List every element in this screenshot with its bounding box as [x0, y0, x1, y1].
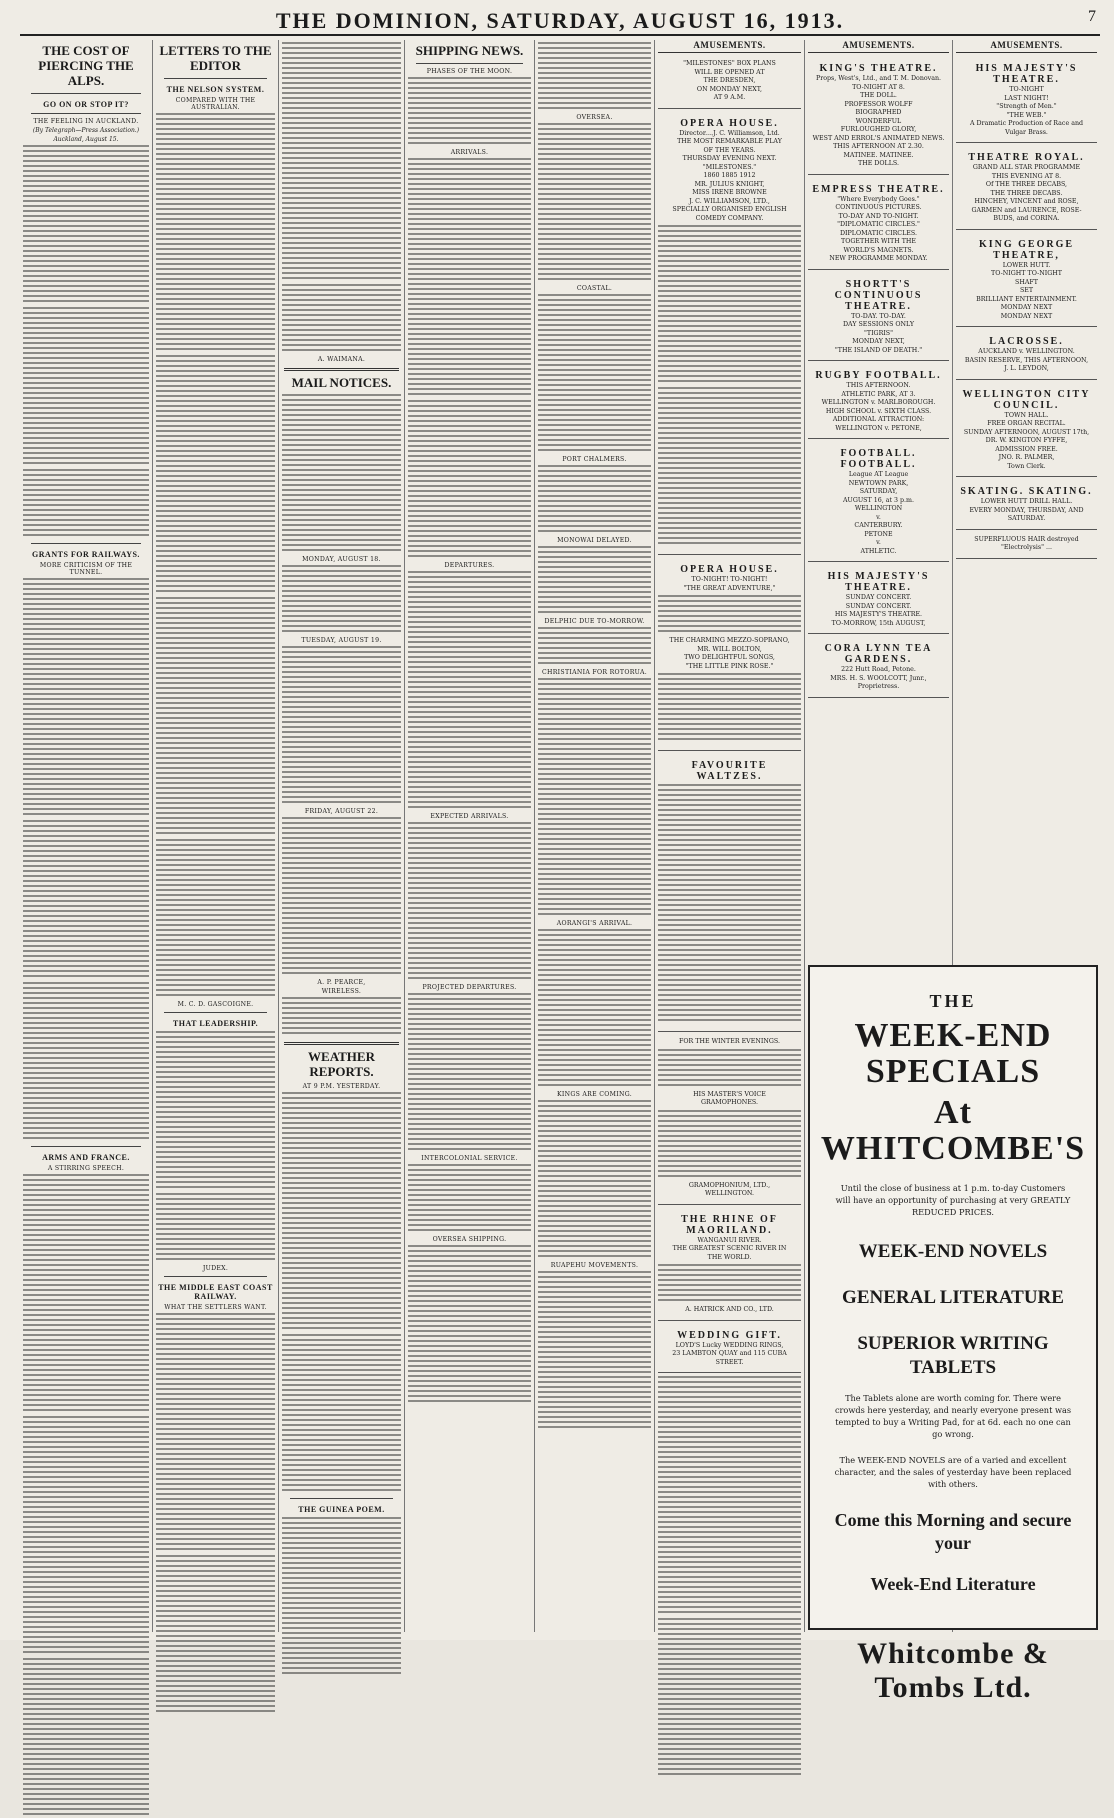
ad-line: THE DRESDEN, [703, 77, 756, 84]
mail-text [282, 646, 401, 806]
ad-line: v. [876, 539, 881, 546]
shipping-text [408, 77, 531, 147]
ad-line: TWO DELIGHTFUL SONGS, [684, 654, 775, 661]
article-text [23, 820, 149, 980]
ad-line: MONDAY NEXT [1000, 312, 1053, 320]
ad-opera-house-milestones [658, 112, 801, 556]
ad-line: "Where Everybody Goes." [837, 195, 920, 203]
letter-signature: A. WAIMANA. [317, 356, 366, 363]
ad-title: CORA LYNN TEA GARDENS. [824, 643, 933, 665]
ad-line: "THE GREAT ADVENTURE," [683, 584, 776, 592]
ad-line: DIPLOMATIC CIRCLES. [839, 229, 917, 237]
letter-signature: JUDEX. [202, 1264, 229, 1272]
ad-skating [956, 480, 1097, 530]
subhead-stirring-speech: A STIRRING SPEECH. [47, 1164, 125, 1172]
ad-line: THE MOST REMARKABLE PLAY [677, 138, 782, 145]
ad-football-league [808, 442, 949, 562]
ad-title: THEATRE ROYAL. [968, 152, 1085, 163]
shipping-text [408, 993, 531, 1153]
subhead-wireless: WIRELESS. [321, 987, 362, 995]
shipping-text [408, 1164, 531, 1234]
subhead-phases-moon: PHASES OF THE MOON. [426, 67, 513, 75]
weather-text [282, 1092, 401, 1332]
mail-date: MONDAY, AUGUST 18. [302, 555, 381, 563]
headline-cost-of-piercing: THE COST OF PIERCING THE ALPS. [38, 43, 134, 88]
shipping-text [538, 678, 651, 918]
ad-line: THURSDAY EVENING NEXT. [682, 155, 777, 162]
mail-date: TUESDAY, AUGUST 19. [301, 636, 382, 644]
mail-text [282, 394, 401, 554]
amusements-header: AMUSEMENTS. [658, 40, 801, 53]
column-1 [20, 40, 152, 1632]
ad-line: MISS IRENE BROWNE [692, 189, 767, 196]
ad-text [658, 387, 801, 547]
ad-line: CONTINUOUS PICTURES. [835, 204, 922, 211]
ad-line: LOWER HUTT DRILL HALL. [980, 498, 1073, 505]
column-2 [152, 40, 278, 1632]
ad-line: J. C. WILLIAMSON, LTD., [689, 197, 770, 205]
ad-title: SHORTT'S CONTINUOUS THEATRE. [834, 278, 923, 312]
ad-text [658, 673, 801, 743]
mail-text [282, 565, 401, 635]
ad-line: MR. JULIUS KNIGHT, [694, 180, 765, 188]
subhead-expected-arrivals: EXPECTED ARRIVALS. [430, 812, 509, 820]
headline-letters-to-the-editor: LETTERS TO THE EDITOR [159, 43, 272, 73]
ad-line: LOWER HUTT. [1002, 261, 1051, 269]
ad-item-novels: WEEK-END NOVELS [858, 1241, 1048, 1263]
page-number: 7 [1088, 8, 1096, 25]
subhead-compared: COMPARED WITH THE AUSTRALIAN. [175, 96, 256, 111]
column-6-amusements [654, 40, 804, 1632]
ad-line: SATURDAY, [859, 488, 898, 495]
dateline: Auckland, August 15. [53, 135, 119, 143]
ad-text [658, 784, 801, 1024]
ad-city-council [956, 383, 1097, 478]
ad-title: FOOTBALL. FOOTBALL. [840, 448, 917, 470]
ad-line: COMEDY COMPANY. [695, 214, 764, 222]
weather-text [282, 1334, 401, 1494]
ad-the: THE [929, 991, 977, 1011]
ad-title: KING'S THEATRE. [819, 63, 938, 74]
ad-line: TO-NIGHT TO-NIGHT [991, 270, 1062, 277]
subhead-intercolonial: INTERCOLONIAL SERVICE. [421, 1154, 518, 1162]
ad-title: WELLINGTON CITY COUNCIL. [962, 388, 1091, 411]
subhead-9pm-yesterday: AT 9 P.M. YESTERDAY. [302, 1082, 381, 1090]
headline-weather-reports: WEATHER REPORTS. [308, 1048, 375, 1079]
ad-line: SUNDAY CONCERT. [845, 594, 912, 601]
ad-line: v. [876, 513, 881, 521]
ad-title: OPERA HOUSE. [680, 117, 779, 129]
ad-line: MRS. H. S. WOOLCOTT, Junr., [830, 674, 927, 682]
ad-wedding-gift [658, 1324, 801, 1374]
article-text [23, 1658, 149, 1818]
ad-line: "MILESTONES" BOX PLANS [683, 60, 776, 67]
amusements-header: AMUSEMENTS. [808, 40, 949, 53]
ad-line: A Dramatic Production of Race and [969, 120, 1084, 127]
subhead-kings: KINGS ARE COMING. [556, 1091, 633, 1098]
headline-go-on: GO ON OR STOP IT? [43, 99, 129, 109]
ad-line: SPECIALLY ORGANISED ENGLISH [672, 206, 787, 213]
ad-novels-paragraph: The WEEK-END NOVELS are of a varied and excellent character, and the sales of yesterday have been replaced with others. [834, 1454, 1072, 1489]
ad-line: FREE ORGAN RECITAL. [987, 420, 1066, 427]
letter-text [156, 1313, 275, 1553]
ad-line: THIS AFTERNOON. [846, 382, 911, 389]
subhead-middle-east-coast: THE MIDDLE EAST COAST RAILWAY. [158, 1282, 273, 1301]
ad-line: WELLINGTON v. PETONE, [835, 424, 922, 432]
ad-gramophones [658, 1035, 801, 1205]
letter-text [282, 284, 401, 354]
whitcombe-advertisement [808, 965, 1098, 1704]
ad-text [658, 1618, 801, 1778]
ad-title: HIS MAJESTY'S THEATRE. [975, 63, 1078, 85]
ad-line: SUNDAY CONCERT. [845, 602, 912, 610]
ad-line: Vulgar Brass. [1005, 128, 1048, 136]
ad-line: BUDS, and CORINA. [993, 215, 1060, 222]
ad-headline-line2: At WHITCOMBE'S [820, 1094, 1086, 1168]
article-text [23, 145, 149, 305]
article-text [23, 469, 149, 539]
subhead-departures: DEPARTURES. [444, 561, 495, 569]
mail-text [282, 997, 401, 1037]
ad-title: HIS MAJESTY'S THEATRE. [827, 571, 930, 593]
ad-text [658, 1110, 801, 1180]
ad-line: THE GREATEST SCENIC RIVER IN [672, 1245, 787, 1252]
ad-line: ATHLETIC PARK, AT 3. [841, 390, 916, 398]
letter-text [156, 1031, 275, 1191]
subhead-what-settlers-want: WHAT THE SETTLERS WANT. [164, 1303, 267, 1311]
ad-favourite-waltzes [658, 754, 801, 1032]
ad-line: SATURDAY. [1007, 515, 1046, 522]
ad-line: TOWN HALL. [1004, 411, 1049, 419]
headline-guinea-poem: THE GUINEA POEM. [298, 1504, 385, 1514]
ad-title: KING GEORGE THEATRE, [978, 238, 1075, 261]
ad-headline-line1: WEEK-END SPECIALS [854, 1017, 1052, 1090]
mail-signature: A. P. PEARCE, [317, 978, 366, 986]
ad-line: WELLINGTON. [705, 1190, 754, 1197]
ad-title: FAVOURITE WALTZES. [691, 760, 768, 782]
article-text [23, 307, 149, 467]
ad-line: 222 Hutt Road, Petone. [841, 666, 916, 673]
ad-line: EVERY MONDAY, THURSDAY, AND [969, 506, 1084, 514]
ad-line: NEWTOWN PARK, [848, 479, 909, 487]
letter-text [156, 597, 275, 837]
page-title: THE DOMINION, SATURDAY, AUGUST 16, 1913. [275, 8, 845, 33]
ad-line: STREET. [715, 1358, 744, 1366]
letter-signature: M. C. D. GASCOIGNE. [177, 1000, 254, 1008]
letter-text [156, 1193, 275, 1263]
ad-line: AUCKLAND v. WELLINGTON. [978, 348, 1075, 355]
ad-line: WELLINGTON v. MARLBOROUGH. [821, 399, 936, 406]
column-4 [404, 40, 534, 1632]
ad-line: "Electrolysis" ... [1000, 544, 1053, 551]
letter-text [156, 1555, 275, 1715]
ad-line: "THE ISLAND OF DEATH." [834, 346, 923, 354]
ad-line: BASIN RESERVE, THIS AFTERNOON, [964, 356, 1089, 364]
ad-title: SUPERFLUOUS HAIR destroyed [974, 535, 1079, 543]
ad-line: GRAMOPHONES. [700, 1099, 759, 1106]
shipping-text [538, 929, 651, 1089]
article-text [23, 1416, 149, 1656]
ad-title: RUGBY FOOTBALL. [815, 370, 942, 381]
ad-superfluous-hair [956, 533, 1097, 559]
subhead-more-criticism: MORE CRITICISM OF THE TUNNEL. [39, 561, 133, 576]
letter-text [282, 42, 401, 282]
ad-his-majestys [956, 57, 1097, 143]
ad-line: THE DOLLS. [858, 160, 899, 167]
ad-line: NEW PROGRAMME MONDAY. [829, 255, 928, 262]
ad-line: MATINEE. MATINEE. [843, 151, 914, 159]
ad-line: LAST NIGHT! [1004, 94, 1049, 102]
ad-line: "TIGRIS" [863, 329, 894, 337]
ad-line: HIGH SCHOOL v. SIXTH CLASS. [825, 407, 932, 415]
shipping-text [538, 1100, 651, 1260]
ad-call-to-action-1: Come this Morning and secure your [834, 1509, 1072, 1554]
ad-line: TO-MORROW, 15th AUGUST, [831, 619, 926, 627]
ad-line: WANGANUI RIVER. [697, 1236, 762, 1244]
ad-line: THE WORLD. [707, 1253, 752, 1261]
subhead-projected-departures: PROJECTED DEPARTURES. [422, 983, 517, 991]
ad-line: A. HATRICK AND CO., LTD. [685, 1306, 774, 1313]
ad-line: J. L. LEYDON, [1004, 365, 1049, 372]
ad-line: League AT League [848, 471, 909, 478]
ad-line: SET [1019, 287, 1034, 294]
subhead-nelson-system: THE NELSON SYSTEM. [166, 84, 265, 94]
ad-theatre-royal [956, 146, 1097, 230]
ad-line: DR. W. KINGTON FYFFE, [985, 437, 1068, 444]
ad-line: MR. WILL BOLTON, [697, 645, 762, 653]
shipping-text [408, 158, 531, 398]
ad-line: TOGETHER WITH THE [841, 238, 916, 245]
amusements-header: AMUSEMENTS. [956, 40, 1097, 53]
ad-line: "DIPLOMATIC CIRCLES." [837, 221, 920, 228]
ad-line: HIS MASTER'S VOICE [693, 1090, 766, 1098]
ad-line: MONDAY NEXT, [852, 338, 905, 345]
shipping-text [408, 400, 531, 560]
ad-line: CANTERBURY. [854, 522, 903, 529]
ad-line: WORLD'S MAGNETS. [843, 246, 914, 254]
ad-line: Town Clerk. [1007, 462, 1046, 470]
subhead-arrivals: ARRIVALS. [450, 148, 489, 156]
article-text [282, 1517, 401, 1677]
mail-text [282, 817, 401, 977]
ad-shortts-theatre [808, 273, 949, 362]
ad-intro-paragraph: Until the close of business at 1 p.m. to-day Customers will have an opportunity of purchasing at very GREATLY REDUCED PRICES. [835, 1182, 1071, 1217]
shipping-text [538, 1271, 651, 1431]
headline-shipping-news: SHIPPING NEWS. [415, 43, 524, 58]
ad-title: WEDDING GIFT. [677, 1329, 782, 1341]
article-text [23, 1174, 149, 1414]
ad-line: PROFESSOR WOLFF [844, 100, 913, 108]
subhead-port-chalmers: PORT CHALMERS. [562, 456, 627, 463]
ad-title: OPERA HOUSE. [680, 564, 779, 575]
subhead-ruapehu: RUAPEHU MOVEMENTS. [550, 1262, 639, 1269]
ad-lacrosse [956, 330, 1097, 380]
ad-line: THE CHARMING MEZZO-SOPRANO, [669, 637, 790, 644]
ad-line: Proprietress. [857, 683, 900, 690]
subhead-christiania: CHRISTIANIA FOR ROTORUA. [541, 669, 648, 676]
letter-text [156, 113, 275, 353]
headline-grants-for-railways: GRANTS FOR RAILWAYS. [32, 549, 140, 559]
article-text [23, 578, 149, 818]
subhead-oversea: OVERSEA. [576, 114, 613, 121]
ad-line: SHAFT [1015, 278, 1038, 286]
ad-kings-theatre [808, 57, 949, 175]
ad-line: ATHLETIC. [860, 547, 897, 555]
ad-line: TO-DAY. TO-DAY. [851, 312, 906, 320]
headline-mail-notices: MAIL NOTICES. [291, 375, 392, 390]
ad-item-literature: GENERAL LITERATURE [842, 1287, 1064, 1309]
column-5 [534, 40, 654, 1632]
ad-line: BRILLIANT ENTERTAINMENT. [976, 295, 1077, 303]
ad-line: Director....J. C. Williamson, Ltd. [679, 129, 780, 137]
subhead-feeling: THE FEELING IN AUCKLAND. [33, 117, 139, 125]
ad-tablets-paragraph: The Tablets alone are worth coming for. There were crowds here yesterday, and nearly everyone present was tempted to buy a Writing Pad, for at 6d. each no one can go wrong. [834, 1393, 1072, 1440]
ad-line: OF THE YEARS. [703, 146, 756, 154]
ad-title: EMPRESS THEATRE. [812, 183, 945, 195]
shipping-text [408, 1245, 531, 1405]
letter-text [156, 839, 275, 999]
ad-opera-house-great-adventure [658, 558, 801, 751]
ad-item-tablets: SUPERIOR WRITING TABLETS [857, 1332, 1049, 1378]
ad-cora-lynn [808, 637, 949, 698]
ad-line: GRAMOPHONIUM, LTD., [688, 1181, 771, 1189]
shipping-text [538, 465, 651, 535]
shipping-text [408, 822, 531, 982]
ad-line: MONDAY NEXT [1000, 304, 1053, 311]
ad-line: Props, West's, Ltd., and T. M. Donovan. [815, 75, 942, 82]
ad-line: LOYD'S Lucky WEDDING RINGS, [675, 1341, 784, 1349]
ad-line: HINCHEY, VINCENT and ROSE, [974, 198, 1079, 205]
ad-line: WILL BE OPENED AT [694, 68, 765, 76]
subhead-coastal: COASTAL. [576, 285, 613, 292]
ad-line: SUNDAY AFTERNOON, AUGUST 17th, [963, 428, 1090, 436]
ad-line: "Strength of Men." [996, 103, 1057, 110]
ad-king-george-theatre [956, 233, 1097, 328]
ad-line: AUGUST 16, at 3 p.m. [842, 496, 915, 504]
subhead-aorangi: AORANGI'S ARRIVAL. [556, 920, 633, 927]
ad-line: THE DOLL. [860, 92, 897, 99]
letter-text [156, 355, 275, 595]
masthead [20, 6, 1100, 36]
ad-line: TO-NIGHT! TO-NIGHT! [691, 576, 768, 583]
ad-line: PETONE [864, 530, 893, 538]
ad-line: JNO. R. PALMER, [998, 454, 1055, 461]
ad-line: TO-NIGHT AT 8. [852, 83, 905, 91]
ad-line: 23 LAMBTON QUAY and 115 CUBA [672, 1350, 787, 1357]
ad-line: Of THE THREE DECABS, [985, 181, 1068, 188]
ad-line: GARMEN and LAURENCE, ROSE- [971, 206, 1082, 214]
ad-text [658, 1264, 801, 1304]
shipping-text [408, 571, 531, 811]
ad-line: "MILESTONES." [702, 163, 757, 171]
ad-line: WEST AND ERROL'S ANIMATED NEWS. [812, 134, 945, 142]
ad-line: TO-DAY AND TO-NIGHT. [838, 212, 919, 220]
shipping-text [538, 42, 651, 112]
ad-line: 1860 1885 1912 [703, 172, 756, 179]
ad-line: ADDITIONAL ATTRACTION: [832, 416, 925, 423]
subhead-delphic: DELPHIC DUE TO-MORROW. [544, 618, 645, 625]
ad-title: THE RHINE OF MAORILAND. [681, 1213, 778, 1236]
ad-line: THE THREE DECABS. [990, 189, 1063, 197]
ad-line: GRAND ALL STAR PROGRAMME [972, 164, 1081, 171]
ad-text [658, 1049, 801, 1089]
ad-title: SKATING. SKATING. [960, 486, 1093, 497]
ad-line: THIS AFTERNOON AT 2.30. [833, 143, 924, 150]
ad-milestones-box-plans [658, 57, 801, 109]
shipping-text [538, 123, 651, 283]
ad-line: "THE LITTLE PINK ROSE." [685, 662, 774, 670]
ad-wanganui-river [658, 1208, 801, 1321]
subhead-monowai-delayed: MONOWAI DELAYED. [557, 537, 632, 544]
subhead-that-leadership: THAT LEADERSHIP. [172, 1018, 259, 1028]
ad-line: DAY SESSIONS ONLY [842, 321, 914, 328]
shipping-text [538, 627, 651, 667]
ad-firm-name: Whitcombe & Tombs Ltd. [857, 1636, 1049, 1704]
ad-line: "THE WEB." [1006, 111, 1047, 119]
ad-title: LACROSSE. [989, 336, 1064, 347]
ad-line: BIOGRAPHED [855, 109, 902, 116]
ad-line: WONDERFUL [855, 117, 902, 125]
ad-line: AT 9 A.M. [713, 94, 746, 101]
column-3 [278, 40, 404, 1632]
ad-line: THIS EVENING AT 8. [991, 172, 1062, 180]
byline: (By Telegraph—Press Association.) [32, 126, 140, 134]
ad-text [658, 1376, 801, 1616]
ad-text [658, 595, 801, 635]
headline-arms-and-france: ARMS AND FRANCE. [42, 1152, 130, 1162]
article-text [23, 982, 149, 1142]
subhead-oversea-shipping: OVERSEA SHIPPING. [432, 1235, 507, 1243]
ad-call-to-action-2: Week-End Literature [870, 1574, 1036, 1595]
ad-rugby-football [808, 364, 949, 439]
shipping-text [538, 294, 651, 454]
ad-sunday-concert [808, 565, 949, 634]
mail-date: FRIDAY, AUGUST 22. [304, 807, 379, 815]
ad-line: ADMISSION FREE. [995, 445, 1058, 453]
shipping-text [538, 546, 651, 616]
ad-line: FURLOUGHED GLORY, [840, 126, 917, 133]
ad-line: ON MONDAY NEXT, [696, 85, 763, 93]
ad-text [658, 225, 801, 385]
ad-line: HIS MAJESTY'S THEATRE. [834, 611, 923, 618]
ad-line: WELLINGTON [854, 505, 903, 512]
ad-empress-theatre [808, 178, 949, 270]
ad-line: TO-NIGHT [1009, 86, 1044, 93]
ad-line: FOR THE WINTER EVENINGS. [679, 1038, 780, 1045]
